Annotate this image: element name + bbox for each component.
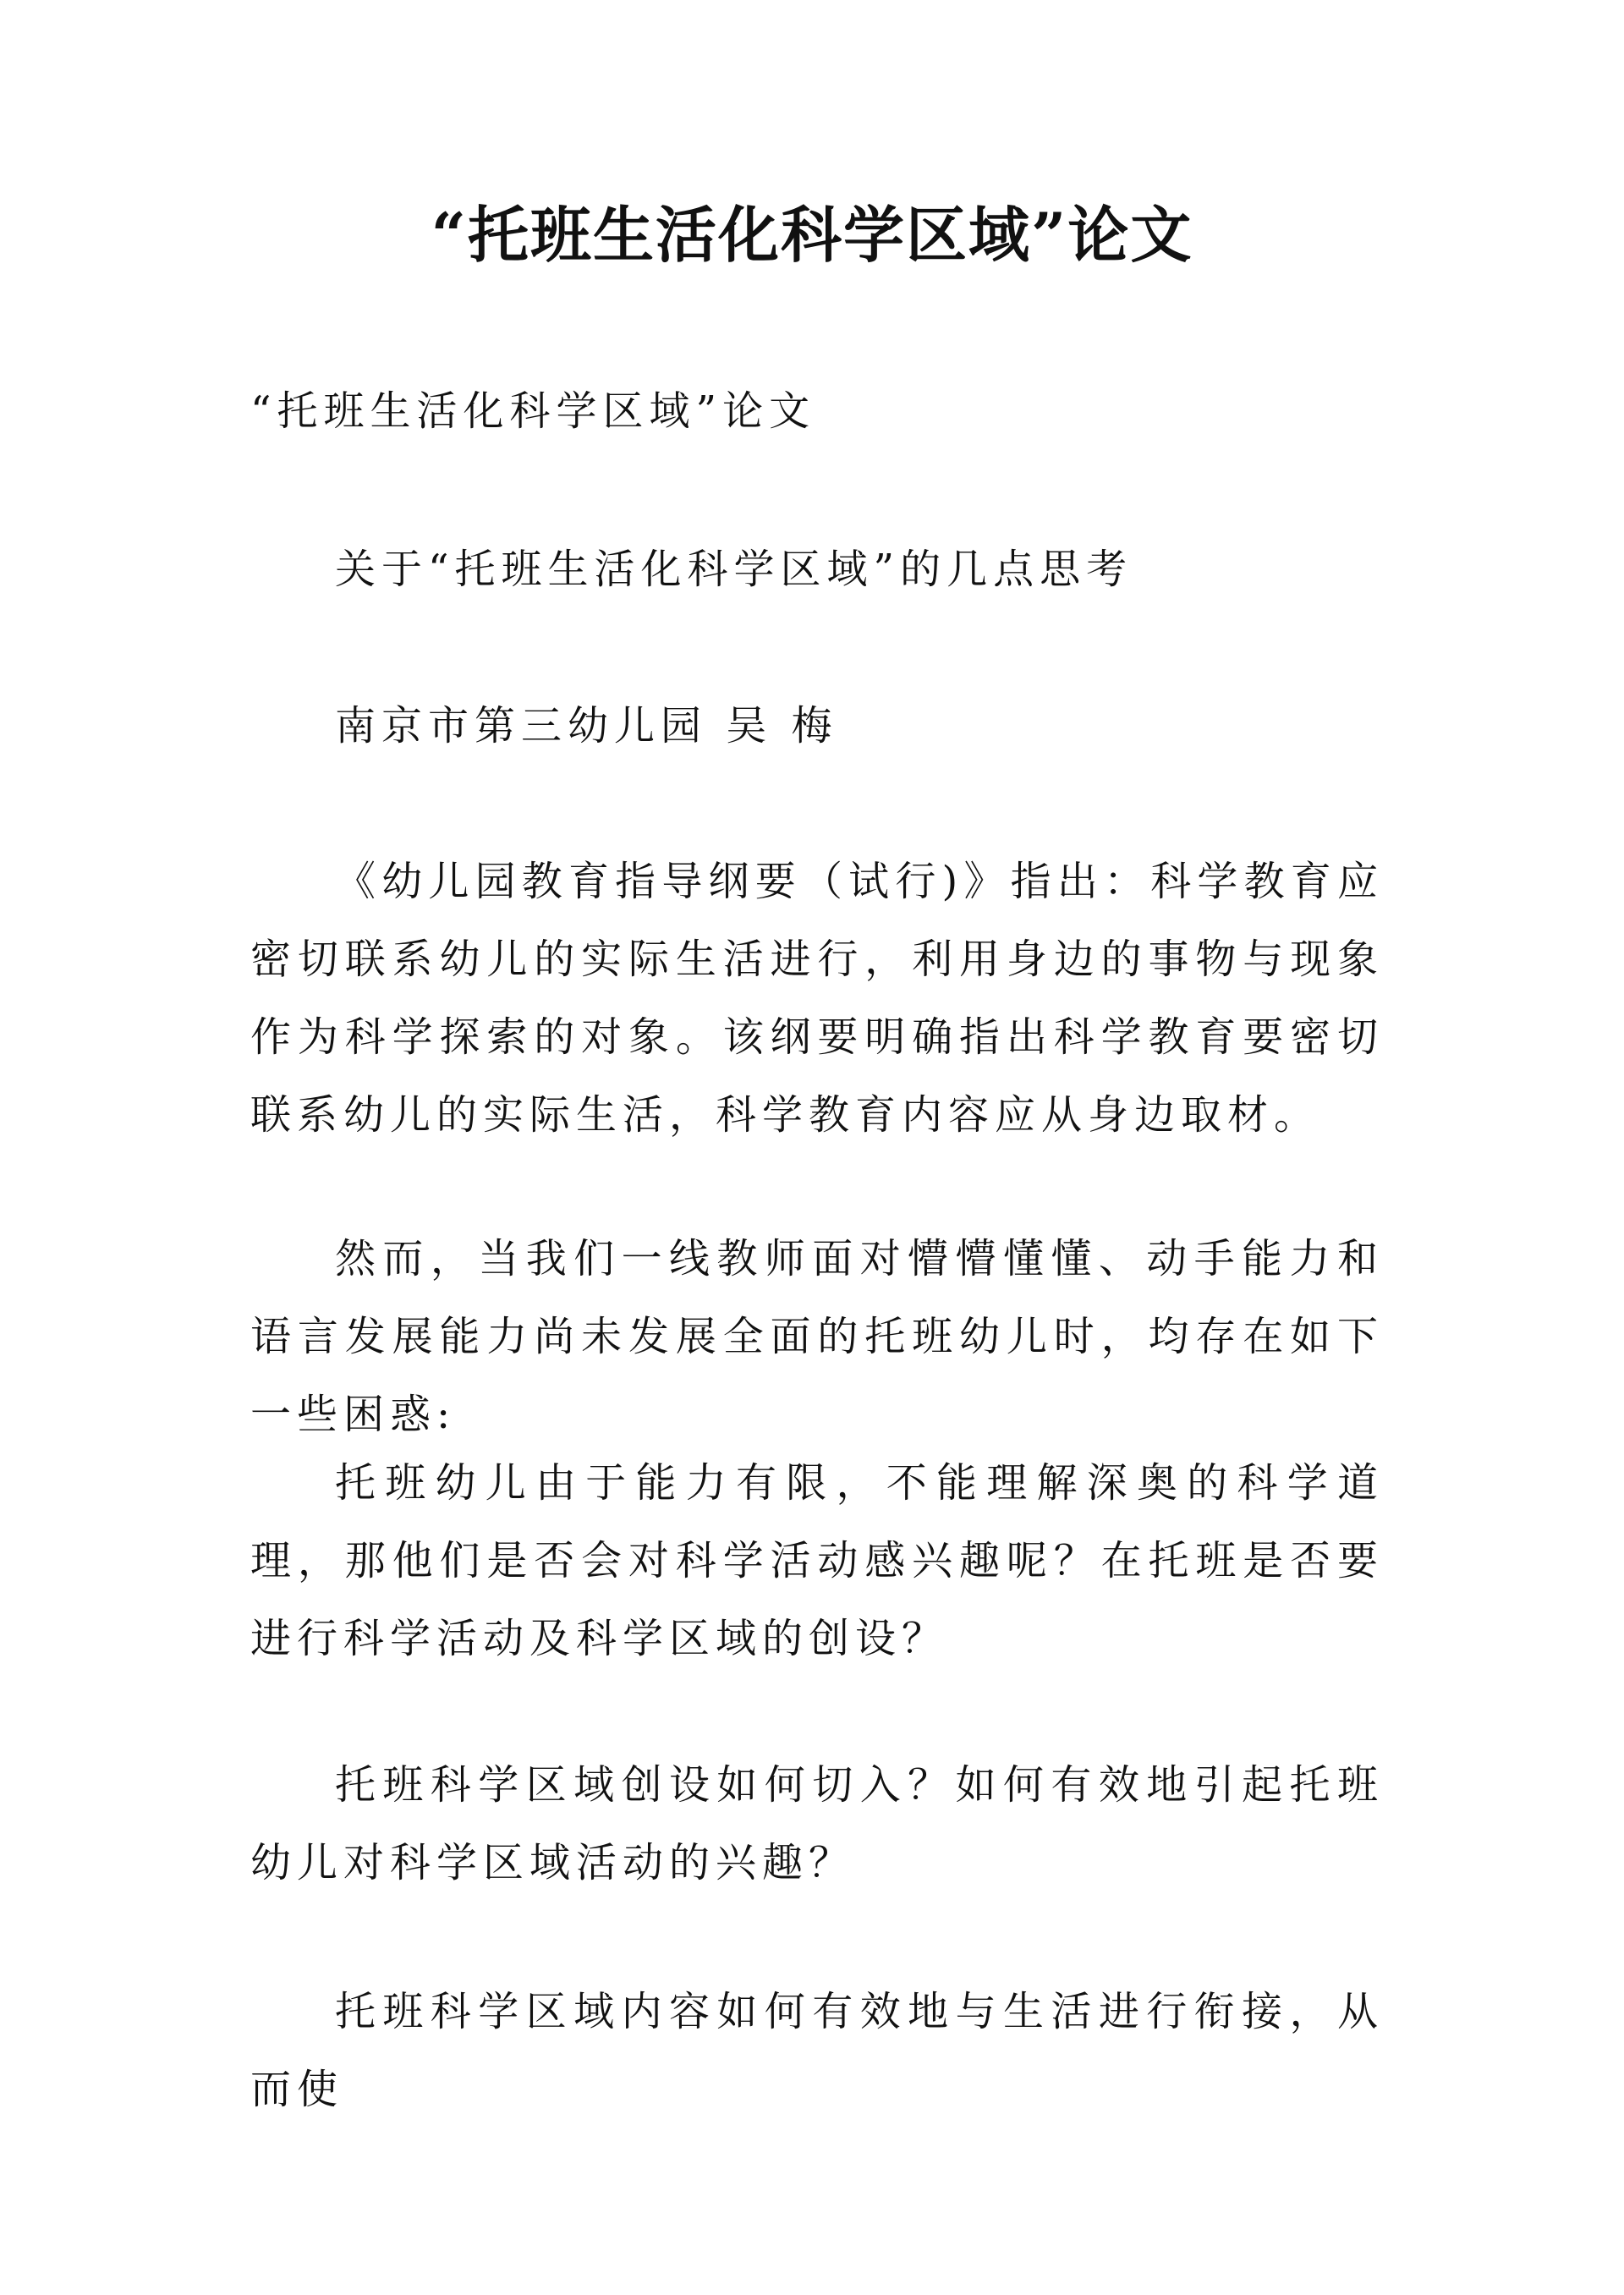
paragraph-3: 托班幼儿由于能力有限，不能理解深奥的科学道理，那他们是否会对科学活动感兴趣呢？在托班是否要进行科学活动及科学区域的创设？: [250, 1459, 1384, 1662]
paragraph-4: 托班科学区域创设如何切入？如何有效地引起托班幼儿对科学区域活动的兴趣？: [250, 1761, 1384, 1886]
paragraph-2: 然而，当我们一线教师面对懵懵懂懂、动手能力和语言发展能力尚未发展全面的托班幼儿时，均存在如下一些困惑:: [250, 1235, 1384, 1438]
document-subtitle: “托班生活化科学区域”论文: [250, 387, 816, 435]
paragraph-5: 托班科学区域内容如何有效地与生活进行衔接，从而使: [250, 1988, 1384, 2113]
document-title: “托班生活化科学区域”论文: [431, 199, 1193, 271]
author-line: 南京市第三幼儿园 吴 梅: [335, 702, 838, 749]
article-heading: 关于“托班生活化科学区域”的几点思考: [335, 546, 1133, 593]
paragraph-1: 《幼儿园教育指导纲要（试行)》指出：科学教育应密切联系幼儿的实际生活进行，利用身边的事物与现象作为科学探索的对象。该纲要明确指出科学教育要密切联系幼儿的实际生活，科学教育内容应从身边取材。: [250, 858, 1384, 1139]
